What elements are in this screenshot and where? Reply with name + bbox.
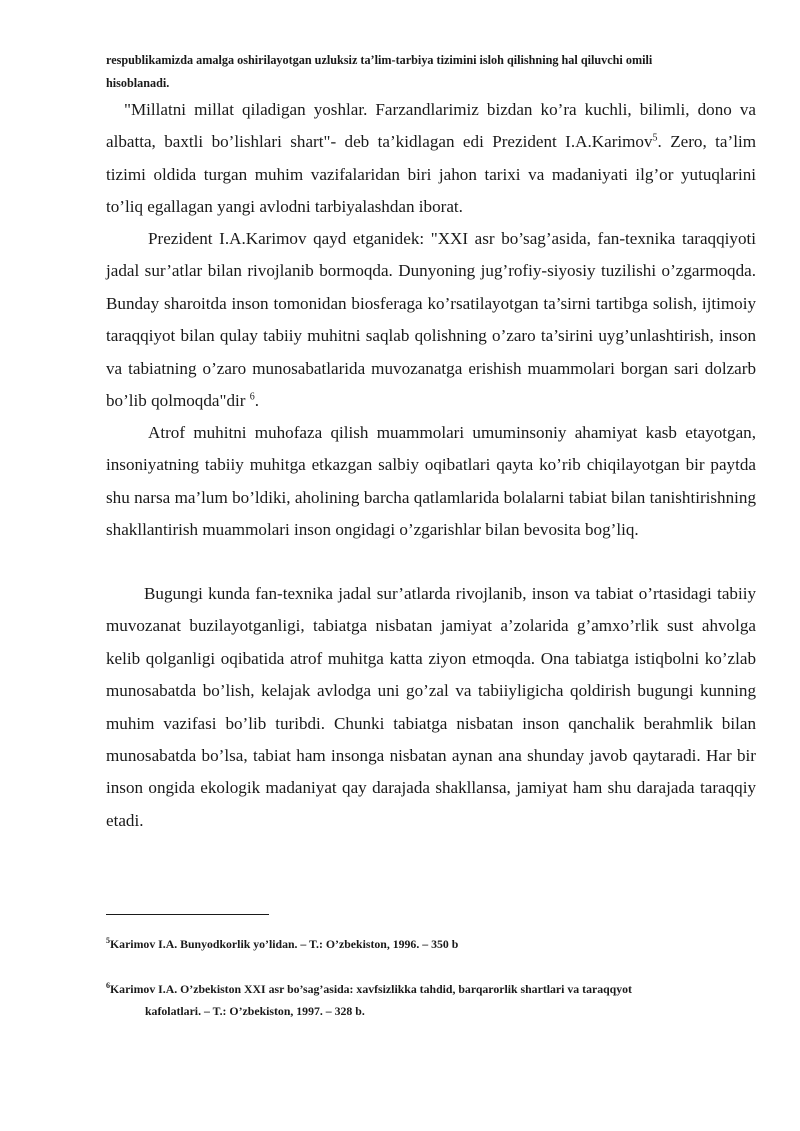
paragraph-3 [106,417,756,547]
paragraph-2-text: Prezident I.A.Karimov qayd etganidek: "XXI asr bo’sag’asida, fan-texnika taraqqiyoti jadal sur’atlar bilan rivojlanib bormoqda. Dunyoning jug’rofiy-siyosiy tuzilishi o’zgarmoqda. Bunday sharoitda inson tomonidan biosferaga ko’rsatilayotgan ta’sirni tartibga solish, ijtimoiy taraqqiyot bilan qulay tabiiy muhitni saqlab qolishning o’zaro ta’sirini uyg’unlashtirish, inson va tabiatning o’zaro munosabatlarida muvozanatga erishish muammolari borgan sari dolzarb bo’lib qolmoqda"dir [106,229,756,411]
footnote-6-text-line-1: Karimov I.A. O’zbekiston XXI asr bo’sag’asida: xavfsizlikka tahdid, barqarorlik shartlari va taraqqyot [110,982,632,996]
paragraph-4-text: Bugungi kunda fan-texnika jadal sur’atlarda rivojlanib, inson va tabiat o’rtasidagi tabiiy muvozanat buzilayotganligi, tabiatga nisbatan jamiyat a’zolarida g’amxo’rlik sust ahvolga kelib qolganligi oqibatida atrof muhitga katta ziyon etmoqda. Ona tabiatga istiqbolni ko’zlab munosabatda bo’lish, kelajak avlodga uni go’zal va tabiiyligicha qoldirish bugungi kunning muhim vazifasi bo’lib turibdi. Chunki tabiatga nisbatan inson qanchalik berahmlik bilan munosabatda bo’lsa, tabiat ham insonga nisbatan aynan ana shunday javob qaytaradi. Har bir inson ongida ekologik madaniyat qay darajada shakllansa, jamiyat ham shu darajada taraqqiy etadi. [106,584,756,830]
paragraph-1-text: "Millatni millat qiladigan yoshlar. Farzandlarimiz bizdan ko’ra kuchli, bilimli, dono va albatta, baxtli bo’lishlari shart"- deb ta’kidlagan edi Prezident I.A.Karimov [106,100,756,152]
intro-line-1: respublikamizda amalga oshirilayotgan uzluksiz ta’lim-tarbiya tizimini isloh qilishning hal qiluvchi omili [106,53,653,67]
paragraph-4 [106,578,756,837]
footnote-6-text-line-2: kafolatlari. – T.: O’zbekiston, 1997. – 328 b. [145,1004,365,1018]
footnote-5 [106,933,756,955]
intro-line-2: hisoblanadi. [106,76,170,90]
footnote-6-mark: 6 [106,981,110,991]
footnote-5-text: Karimov I.A. Bunyodkorlik yo’lidan. – T.: O’zbekiston, 1996. – 350 b [110,937,459,951]
paragraph-3-text: Atrof muhitni muhofaza qilish muammolari umuminsoniy ahamiyat kasb etayotgan, insoniyatning tabiiy muhitga etkazgan salbiy oqibatlari qayta ko’rib chiqilayotgan bir paytda shu narsa ma’lum bo’ldiki, aholining barcha qatlamlarida bolalarni tabiat bilan tanishtirishning shakllantirish muammolari inson ongidagi o’zgarishlar bilan bevosita bog’liq. [106,423,756,540]
footnote-ref-6: 6 [249,391,255,403]
footnote-divider [106,914,269,915]
footnote-5-mark: 5 [106,936,110,946]
footnote-6 [106,978,756,1022]
paragraph-2 [106,223,756,417]
intro-continuation [106,49,756,95]
paragraph-1-text-end: . Zero, ta’lim tizimi oldida turgan muhim vazifalaridan biri jahon tarixi va madaniyati ilg’or yutuqlarini to’liq egallagan yangi avlodni tarbiyalashdan iborat. [106,132,756,217]
paragraph-1 [106,94,756,224]
footnote-ref-5: 5 [652,132,658,144]
paragraph-2-text-end: . [254,391,259,411]
